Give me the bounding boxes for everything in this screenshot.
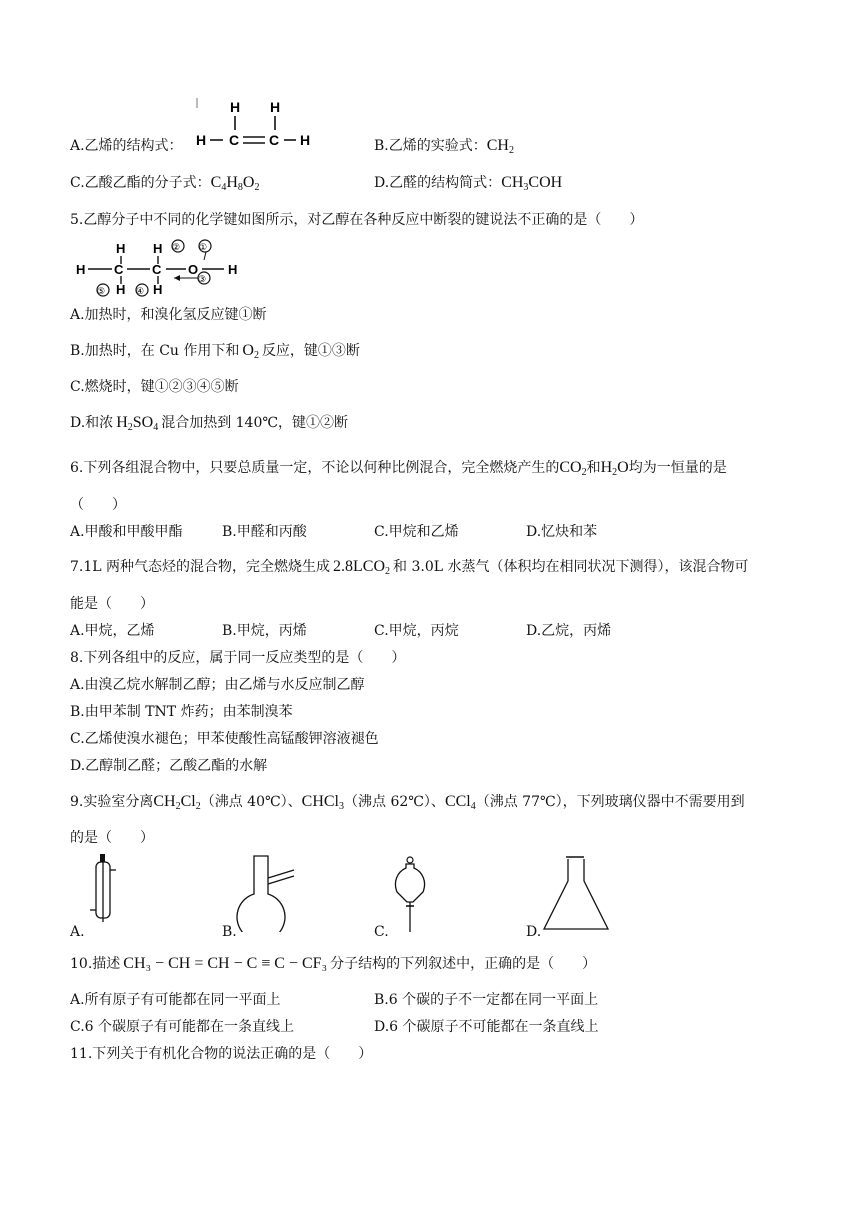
- bond-mark: ④: [136, 287, 145, 297]
- condenser-drawing: [86, 852, 122, 924]
- struct-atom-h: H: [196, 132, 207, 148]
- q7-option-c: C.甲烷，丙烷: [374, 623, 459, 639]
- q4-option-b: B.乙烯的实验式：$CH_2$: [374, 137, 514, 156]
- bond-mark: ①: [199, 243, 208, 253]
- struct-atom-h: H: [76, 262, 86, 277]
- struct-atom-c: C: [269, 132, 280, 148]
- q7-option-a: A.甲烷，乙烯: [70, 623, 155, 639]
- q9-stem-cont: 的是（ ）: [70, 830, 154, 846]
- q4-option-a: A.乙烯的结构式：: [70, 138, 183, 154]
- q11-stem: 11.下列关于有机化合物的说法正确的是（ ）: [70, 1046, 373, 1062]
- q6-stem: 6.下列各组混合物中，只要总质量一定，不论以何种比例混合，完全燃烧产生的$CO_2$和$H_2O$均为一恒量的是: [70, 459, 727, 478]
- separatory-funnel-drawing: [393, 856, 429, 936]
- q4-option-d: D.乙醛的结构简式：$CH_3COH$: [374, 174, 563, 193]
- struct-atom-h: H: [153, 282, 163, 297]
- struct-atom-c: C: [114, 262, 124, 277]
- q5-option-c: C.燃烧时，键①②③④⑤断: [70, 379, 239, 395]
- conical-flask-drawing: [540, 855, 612, 935]
- struct-atom-o: O: [188, 262, 199, 277]
- q5-option-a: A.加热时，和溴化氢反应键①断: [70, 307, 267, 323]
- struct-atom-h: H: [116, 241, 126, 256]
- formula: $CH_2$: [486, 137, 514, 156]
- q10-option-b: B.6 个碳的子不一定都在同一平面上: [374, 992, 599, 1008]
- q9-option-a-label: A.: [70, 924, 85, 940]
- q5-option-b: B.加热时，在 Cu 作用下和 $O_2$ 反应，键①③断: [70, 342, 360, 361]
- q6-option-a: A.甲酸和甲酸甲酯: [70, 524, 183, 540]
- bond-mark: ②: [172, 243, 181, 253]
- q9-option-b-label: B.: [222, 924, 237, 940]
- q8-stem: 8.下列各组中的反应，属于同一反应类型的是（ ）: [70, 650, 406, 666]
- q6-stem-cont: （ ）: [70, 497, 126, 513]
- struct-atom-h: H: [116, 282, 126, 297]
- formula: $C_4H_8O_2$: [210, 174, 260, 193]
- molecule-formula: CH₃ − CH = CH − C ≡ C − CF₃: [123, 955, 328, 972]
- q6-option-b: B.甲醛和丙酸: [222, 524, 307, 540]
- q7-option-b: B.甲烷，丙烯: [222, 623, 307, 639]
- q7-option-d: D.乙烷，丙烯: [526, 623, 612, 639]
- struct-atom-h: H: [228, 262, 238, 277]
- bond-mark: ③: [198, 275, 207, 285]
- q7-stem-cont: 能是（ ）: [70, 596, 154, 612]
- struct-atom-c: C: [229, 132, 240, 148]
- distillation-flask-drawing: [232, 852, 302, 932]
- q10-stem: 10.描述 CH₃ − CH = CH − C ≡ C − CF₃ 分子结构的下列叙述中，正确的是（ ）: [70, 955, 597, 972]
- ethylene-structure-diagram: [190, 96, 320, 156]
- bond-mark: ⑤: [97, 287, 106, 297]
- ethanol-bond-diagram: [74, 238, 246, 298]
- q9-option-d-label: D.: [526, 924, 542, 940]
- formula: $CH_3COH$: [501, 174, 563, 193]
- q10-option-c: C.6 个碳原子有可能都在一条直线上: [70, 1019, 295, 1035]
- struct-atom-h: H: [270, 99, 281, 115]
- struct-atom-h: H: [230, 99, 241, 115]
- q8-option-c: C.乙烯使溴水褪色；甲苯使酸性高锰酸钾溶液褪色: [70, 731, 379, 747]
- q8-option-b: B.由甲苯制 TNT 炸药；由苯制溴苯: [70, 704, 293, 720]
- q10-option-d: D.6 个碳原子不可能都在一条直线上: [374, 1019, 599, 1035]
- q5-option-d: D.和浓 $H_2SO_4$ 混合加热到 140℃，键①②断: [70, 414, 349, 433]
- q8-option-a: A.由溴乙烷水解制乙醇；由乙烯与水反应制乙醇: [70, 677, 365, 693]
- q10-option-a: A.所有原子有可能都在同一平面上: [70, 992, 281, 1008]
- q6-option-d: D.忆炔和苯: [526, 524, 598, 540]
- struct-atom-h: H: [153, 241, 163, 256]
- q8-option-d: D.乙醇制乙醛；乙酸乙酯的水解: [70, 758, 268, 774]
- q6-option-c: C.甲烷和乙烯: [374, 524, 459, 540]
- q9-stem: 9.实验室分离$CH_2Cl_2$（沸点 40℃）、CHCl$_3$（沸点 62℃）、CCl$_4$（沸点 77℃），下列玻璃仪器中不需要用到: [70, 793, 745, 812]
- q4-option-c: C.乙酸乙酯的分子式：$C_4H_8O_2$: [70, 174, 260, 193]
- struct-atom-h: H: [300, 132, 311, 148]
- q9-option-c-label: C.: [374, 924, 389, 940]
- struct-atom-c: C: [152, 262, 162, 277]
- q5-stem: 5.乙醇分子中不同的化学键如图所示，对乙醇在各种反应中断裂的键说法不正确的是（ ）: [70, 212, 644, 228]
- q7-stem: 7.1L 两种气态烃的混合物，完全燃烧生成 $2.8LCO_2$ 和 3.0L 水蒸气（体积均在相同状况下测得），该混合物可: [70, 558, 749, 577]
